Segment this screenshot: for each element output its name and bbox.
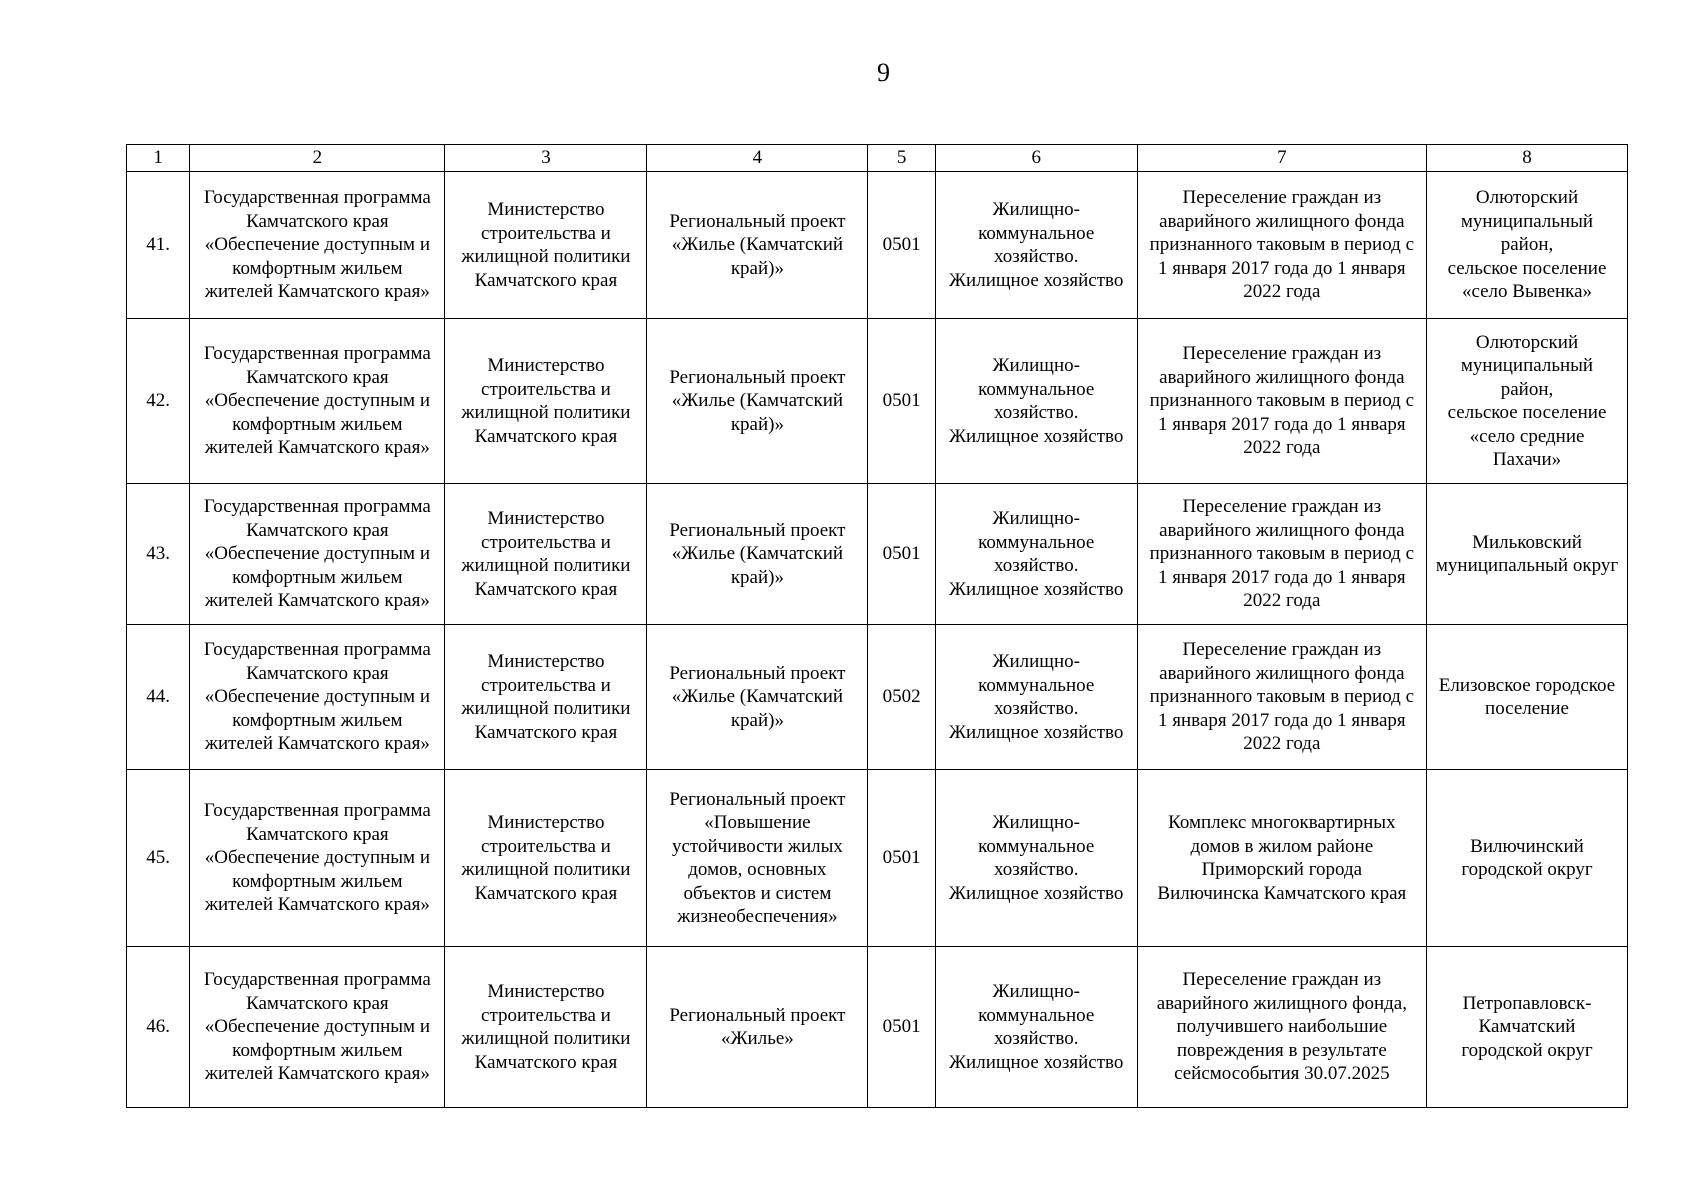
column-header-7: 7 — [1137, 145, 1426, 172]
sector-cell: Жилищно- коммунальное хозяйство. Жилищное хозяйство — [935, 625, 1137, 770]
column-header-5: 5 — [868, 145, 935, 172]
ministry-cell: Министерство строительства и жилищной политики Камчатского края — [445, 484, 647, 625]
column-header-4: 4 — [647, 145, 868, 172]
sector-cell: Жилищно- коммунальное хозяйство. Жилищное хозяйство — [935, 319, 1137, 484]
code-cell: 0501 — [868, 770, 935, 947]
column-header-2: 2 — [190, 145, 445, 172]
code-cell: 0501 — [868, 484, 935, 625]
project-cell: Региональный проект «Повышение устойчивости жилых домов, основных объектов и систем жизнеобеспечения» — [647, 770, 868, 947]
location-cell: Олюторский муниципальный район, сельское поселение «село Вывенка» — [1427, 172, 1628, 319]
row-number-cell: 41. — [127, 172, 190, 319]
program-cell: Государственная программа Камчатского края «Обеспечение доступным и комфортным жильем жителей Камчатского края» — [190, 770, 445, 947]
row-number-cell: 46. — [127, 947, 190, 1108]
program-cell: Государственная программа Камчатского края «Обеспечение доступным и комфортным жильем жителей Камчатского края» — [190, 625, 445, 770]
program-cell: Государственная программа Камчатского края «Обеспечение доступным и комфортным жильем жителей Камчатского края» — [190, 319, 445, 484]
location-cell: Олюторский муниципальный район, сельское поселение «село средние Пахачи» — [1427, 319, 1628, 484]
object-cell: Переселение граждан из аварийного жилищного фонда признанного таковым в период с 1 января 2017 года до 1 января 2022 года — [1137, 319, 1426, 484]
project-cell: Региональный проект «Жилье (Камчатский край)» — [647, 625, 868, 770]
location-cell: Мильковский муниципальный округ — [1427, 484, 1628, 625]
project-cell: Региональный проект «Жилье (Камчатский край)» — [647, 319, 868, 484]
ministry-cell: Министерство строительства и жилищной политики Камчатского края — [445, 947, 647, 1108]
table-row — [127, 947, 1628, 1108]
column-header-1: 1 — [127, 145, 190, 172]
table-row — [127, 172, 1628, 319]
program-cell: Государственная программа Камчатского края «Обеспечение доступным и комфортным жильем жителей Камчатского края» — [190, 484, 445, 625]
column-header-6: 6 — [935, 145, 1137, 172]
ministry-cell: Министерство строительства и жилищной политики Камчатского края — [445, 625, 647, 770]
data-table — [126, 144, 1628, 1108]
row-number-cell: 43. — [127, 484, 190, 625]
table-row — [127, 319, 1628, 484]
code-cell: 0501 — [868, 172, 935, 319]
code-cell: 0501 — [868, 319, 935, 484]
object-cell: Переселение граждан из аварийного жилищного фонда признанного таковым в период с 1 января 2017 года до 1 января 2022 года — [1137, 172, 1426, 319]
sector-cell: Жилищно- коммунальное хозяйство. Жилищное хозяйство — [935, 947, 1137, 1108]
sector-cell: Жилищно- коммунальное хозяйство. Жилищное хозяйство — [935, 172, 1137, 319]
location-cell: Вилючинский городской округ — [1427, 770, 1628, 947]
column-header-3: 3 — [445, 145, 647, 172]
table-row — [127, 625, 1628, 770]
project-cell: Региональный проект «Жилье (Камчатский край)» — [647, 484, 868, 625]
project-cell: Региональный проект «Жилье» — [647, 947, 868, 1108]
object-cell: Переселение граждан из аварийного жилищного фонда признанного таковым в период с 1 января 2017 года до 1 января 2022 года — [1137, 484, 1426, 625]
sector-cell: Жилищно- коммунальное хозяйство. Жилищное хозяйство — [935, 484, 1137, 625]
row-number-cell: 44. — [127, 625, 190, 770]
object-cell: Комплекс многоквартирных домов в жилом районе Приморский города Вилючинска Камчатского края — [1137, 770, 1426, 947]
program-cell: Государственная программа Камчатского края «Обеспечение доступным и комфортным жильем жителей Камчатского края» — [190, 947, 445, 1108]
location-cell: Петропавловск- Камчатский городской округ — [1427, 947, 1628, 1108]
object-cell: Переселение граждан из аварийного жилищного фонда признанного таковым в период с 1 января 2017 года до 1 января 2022 года — [1137, 625, 1426, 770]
page-number: 9 — [877, 58, 890, 87]
ministry-cell: Министерство строительства и жилищной политики Камчатского края — [445, 319, 647, 484]
table-row — [127, 484, 1628, 625]
program-cell: Государственная программа Камчатского края «Обеспечение доступным и комфортным жильем жителей Камчатского края» — [190, 172, 445, 319]
sector-cell: Жилищно- коммунальное хозяйство. Жилищное хозяйство — [935, 770, 1137, 947]
row-number-cell: 45. — [127, 770, 190, 947]
project-cell: Региональный проект «Жилье (Камчатский край)» — [647, 172, 868, 319]
code-cell: 0502 — [868, 625, 935, 770]
ministry-cell: Министерство строительства и жилищной политики Камчатского края — [445, 172, 647, 319]
object-cell: Переселение граждан из аварийного жилищного фонда, получившего наибольшие повреждения в результате сейсмособытия 30.07.2025 — [1137, 947, 1426, 1108]
table-row — [127, 770, 1628, 947]
row-number-cell: 42. — [127, 319, 190, 484]
code-cell: 0501 — [868, 947, 935, 1108]
ministry-cell: Министерство строительства и жилищной политики Камчатского края — [445, 770, 647, 947]
table-header-row — [127, 145, 1628, 172]
location-cell: Елизовское городское поселение — [1427, 625, 1628, 770]
column-header-8: 8 — [1427, 145, 1628, 172]
